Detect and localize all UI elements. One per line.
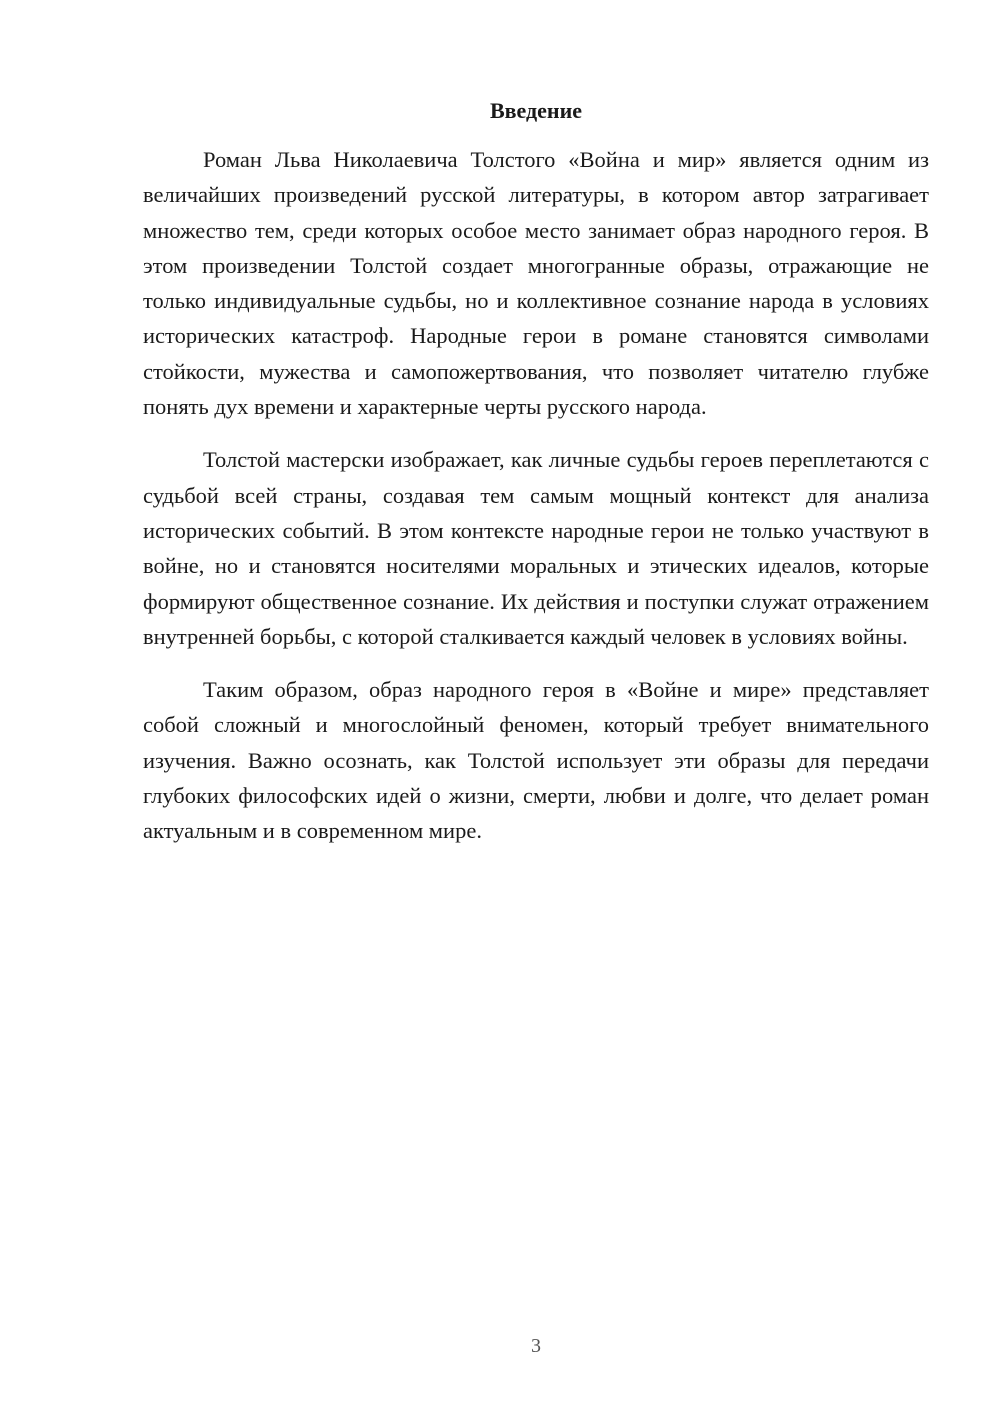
section-heading: Введение <box>489 98 583 123</box>
page-number: 3 <box>531 1335 541 1357</box>
paragraph-1: Роман Льва Николаевича Толстого «Война и мир» является одним из величайших произведений русской литературы, в котором автор затрагивает множество тем, среди которых особое место занимает образ народного героя. В этом произведении Толстой создает многогранные образы, отражающие не только индивидуальные судьбы, но и коллективное сознание народа в условиях исторических катастроф. Народные герои в романе становятся символами стойкости, мужества и самопожертвования, что позволяет читателю глубже понять дух времени и характерные черты русского народа. <box>143 147 929 420</box>
body-text <box>143 142 929 867</box>
paragraph-3: Таким образом, образ народного героя в «Войне и мире» представляет собой сложный и многослойный феномен, который требует внимательного изучения. Важно осознать, как Толстой использует эти образы для передачи глубоких философских идей о жизни, смерти, любви и долге, что делает роман актуальным и в современном мире. <box>143 677 929 844</box>
paragraph-2: Толстой мастерски изображает, как личные судьбы героев переплетаются с судьбой всей страны, создавая тем самым мощный контекст для анализа исторических событий. В этом контексте народные герои не только участвуют в войне, но и становятся носителями моральных и этических идеалов, которые формируют общественное сознание. Их действия и поступки служат отражением внутренней борьбы, с которой сталкивается каждый человек в условиях войны. <box>143 447 929 649</box>
